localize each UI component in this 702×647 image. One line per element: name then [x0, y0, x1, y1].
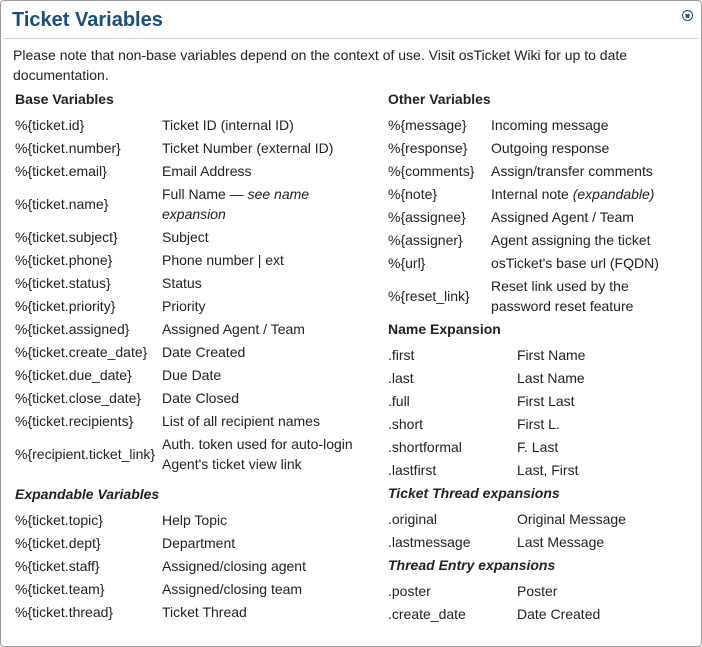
variable-description	[514, 366, 587, 389]
description-text: Assigned Agent / Team	[491, 209, 634, 225]
variable-name: %{ticket.number}	[15, 140, 121, 156]
variable-description	[159, 248, 372, 271]
base-variable-row	[12, 363, 372, 386]
dialog-title: Ticket Variables	[12, 9, 163, 31]
other-variable-row	[385, 113, 685, 136]
variable-description	[514, 602, 602, 625]
name-expansion-row	[385, 412, 587, 435]
right-column	[385, 88, 685, 625]
base-variable-row	[12, 409, 372, 432]
description-text: Email Address	[162, 163, 252, 179]
variable-description	[159, 409, 372, 432]
variable-description	[159, 363, 372, 386]
entry-expansion-row	[385, 602, 602, 625]
variable-description	[514, 530, 628, 553]
name-expansion-row	[385, 366, 587, 389]
base-variable-row	[12, 248, 372, 271]
variable-name: .create_date	[388, 606, 466, 622]
description-text: osTicket's base url (FQDN)	[491, 255, 659, 271]
description-text: Reset link used by the password reset feature	[491, 278, 634, 314]
variable-name: %{comments}	[388, 163, 475, 179]
intro-text: Please note that non-base variables depend on the context of use. Visit osTicket Wiki for up to date documentation.	[13, 47, 628, 83]
description-text: First L.	[517, 416, 560, 432]
other-variable-row	[385, 274, 685, 317]
description-note: see name expansion	[162, 186, 310, 222]
variable-name: %{assignee}	[388, 209, 466, 225]
variable-description	[159, 294, 372, 317]
variable-description	[159, 432, 372, 475]
other-variable-row	[385, 136, 685, 159]
description-text: Date Created	[162, 344, 246, 360]
variable-description	[514, 343, 587, 366]
expandable-variables-table	[12, 508, 308, 623]
variable-description	[488, 251, 685, 274]
description-text: Full Name —	[162, 186, 248, 202]
variable-name: %{response}	[388, 140, 468, 156]
description-text: First Last	[517, 393, 575, 409]
title-divider	[4, 38, 698, 39]
other-variables-heading: Other Variables	[388, 91, 491, 107]
variable-name: .first	[388, 347, 415, 363]
description-text: Phone number | ext	[162, 252, 284, 268]
base-variable-row	[12, 432, 372, 475]
variable-description	[488, 274, 685, 317]
thread-expansions-heading: Ticket Thread expansions	[388, 485, 560, 501]
description-text: Internal note	[491, 186, 573, 202]
description-text: Subject	[162, 229, 209, 245]
base-variable-row	[12, 317, 372, 340]
other-variable-row	[385, 228, 685, 251]
other-variable-row	[385, 159, 685, 182]
other-variables-table	[385, 113, 685, 317]
expandable-variables-heading: Expandable Variables	[15, 486, 160, 502]
variable-description	[159, 271, 372, 294]
description-text: Ticket Thread	[162, 604, 247, 620]
description-text: F. Last	[517, 439, 559, 455]
name-expansion-heading: Name Expansion	[388, 321, 501, 337]
base-variable-row	[12, 136, 372, 159]
variable-description	[514, 458, 587, 481]
variable-description	[514, 579, 602, 602]
description-text: Outgoing response	[491, 140, 610, 156]
expandable-variable-row	[12, 508, 308, 531]
base-variable-row	[12, 113, 372, 136]
base-variable-row	[12, 225, 372, 248]
description-text: Original Message	[517, 511, 626, 527]
variable-name: %{recipient.ticket_link}	[15, 446, 156, 462]
thread-expansion-row	[385, 530, 628, 553]
variable-description	[159, 225, 372, 248]
variable-description	[159, 508, 308, 531]
entry-expansion-row	[385, 579, 602, 602]
description-text: Department	[162, 535, 236, 551]
base-variable-row	[12, 386, 372, 409]
variable-description	[488, 159, 685, 182]
expandable-variable-row	[12, 554, 308, 577]
description-text: Last Name	[517, 370, 585, 386]
description-text: Help Topic	[162, 512, 228, 528]
description-text: Last Message	[517, 534, 605, 550]
variable-name: %{url}	[388, 255, 426, 271]
variable-description	[159, 317, 372, 340]
expandable-variable-row	[12, 600, 308, 623]
base-variable-row	[12, 159, 372, 182]
description-text: Assigned/closing team	[162, 581, 303, 597]
name-expansion-row	[385, 458, 587, 481]
description-text: First Name	[517, 347, 586, 363]
entry-expansions-heading: Thread Entry expansions	[388, 557, 556, 573]
variable-description	[488, 182, 685, 205]
variable-description	[159, 182, 372, 225]
variable-name: .original	[388, 511, 438, 527]
variable-description	[159, 600, 308, 623]
description-text: Last, First	[517, 462, 579, 478]
entry-expansions-table	[385, 579, 602, 625]
thread-expansions-table	[385, 507, 628, 553]
description-text: Auth. token used for auto-login Agent's ticket view link	[162, 436, 353, 472]
variable-description	[488, 205, 685, 228]
description-text: Priority	[162, 298, 206, 314]
variable-description	[159, 113, 372, 136]
variable-name: %{message}	[388, 117, 467, 133]
other-variable-row	[385, 205, 685, 228]
other-variable-row	[385, 182, 685, 205]
description-text: Poster	[517, 583, 558, 599]
left-column	[12, 88, 372, 623]
variable-description	[514, 389, 587, 412]
variable-name: %{assigner}	[388, 232, 463, 248]
variable-name: %{ticket.phone}	[15, 252, 113, 268]
variable-name: %{ticket.topic}	[15, 512, 103, 528]
variable-name: .lastfirst	[388, 462, 437, 478]
name-expansion-row	[385, 343, 587, 366]
name-expansion-row	[385, 389, 587, 412]
variable-name: %{ticket.name}	[15, 196, 109, 212]
description-text: Ticket Number (external ID)	[162, 140, 334, 156]
variable-name: %{ticket.close_date}	[15, 390, 142, 406]
description-text: Assigned/closing agent	[162, 558, 306, 574]
variable-name: .poster	[388, 583, 431, 599]
variable-name: %{ticket.status}	[15, 275, 111, 291]
description-text: Assigned Agent / Team	[162, 321, 305, 337]
name-expansion-row	[385, 435, 587, 458]
variable-description	[159, 577, 308, 600]
other-variable-row	[385, 251, 685, 274]
variable-name: %{ticket.dept}	[15, 535, 101, 551]
variable-name: %{reset_link}	[388, 288, 470, 304]
variable-name: %{ticket.create_date}	[15, 344, 148, 360]
description-text: List of all recipient names	[162, 413, 320, 429]
variable-name: .shortformal	[388, 439, 462, 455]
base-variables-heading: Base Variables	[15, 91, 114, 107]
variable-name: .last	[388, 370, 414, 386]
variable-description	[488, 136, 685, 159]
variable-name: %{ticket.id}	[15, 117, 85, 133]
variable-description	[159, 386, 372, 409]
expandable-variable-row	[12, 531, 308, 554]
close-circle-icon[interactable]	[682, 10, 693, 21]
variable-description	[159, 136, 372, 159]
variable-description	[159, 340, 372, 363]
variable-description	[488, 113, 685, 136]
variable-name: %{ticket.team}	[15, 581, 105, 597]
thread-expansion-row	[385, 507, 628, 530]
base-variables-table	[12, 113, 372, 475]
variable-description	[159, 159, 372, 182]
variable-description	[488, 228, 685, 251]
variable-name: %{ticket.thread}	[15, 604, 114, 620]
variable-name: .full	[388, 393, 410, 409]
description-text: Incoming message	[491, 117, 609, 133]
base-variable-row	[12, 271, 372, 294]
variable-name: %{ticket.due_date}	[15, 367, 132, 383]
variable-description	[514, 435, 587, 458]
variable-name: %{ticket.staff}	[15, 558, 100, 574]
variable-description	[159, 531, 308, 554]
description-note: (expandable)	[572, 186, 655, 202]
variable-name: %{note}	[388, 186, 438, 202]
variable-description	[159, 554, 308, 577]
variable-name: %{ticket.assigned}	[15, 321, 130, 337]
expandable-variable-row	[12, 577, 308, 600]
description-text: Due Date	[162, 367, 222, 383]
variable-name: %{ticket.priority}	[15, 298, 116, 314]
name-expansion-table	[385, 343, 587, 481]
base-variable-row	[12, 182, 372, 225]
description-text: Ticket ID (internal ID)	[162, 117, 294, 133]
variable-name: %{ticket.recipients}	[15, 413, 134, 429]
variable-name: .lastmessage	[388, 534, 471, 550]
description-text: Status	[162, 275, 202, 291]
variable-name: %{ticket.email}	[15, 163, 107, 179]
description-text: Date Created	[517, 606, 601, 622]
base-variable-row	[12, 340, 372, 363]
description-text: Date Closed	[162, 390, 240, 406]
variable-description	[514, 507, 628, 530]
variable-description	[514, 412, 587, 435]
description-text: Assign/transfer comments	[491, 163, 653, 179]
base-variable-row	[12, 294, 372, 317]
variable-name: .short	[388, 416, 424, 432]
variable-name: %{ticket.subject}	[15, 229, 118, 245]
description-text: Agent assigning the ticket	[491, 232, 651, 248]
